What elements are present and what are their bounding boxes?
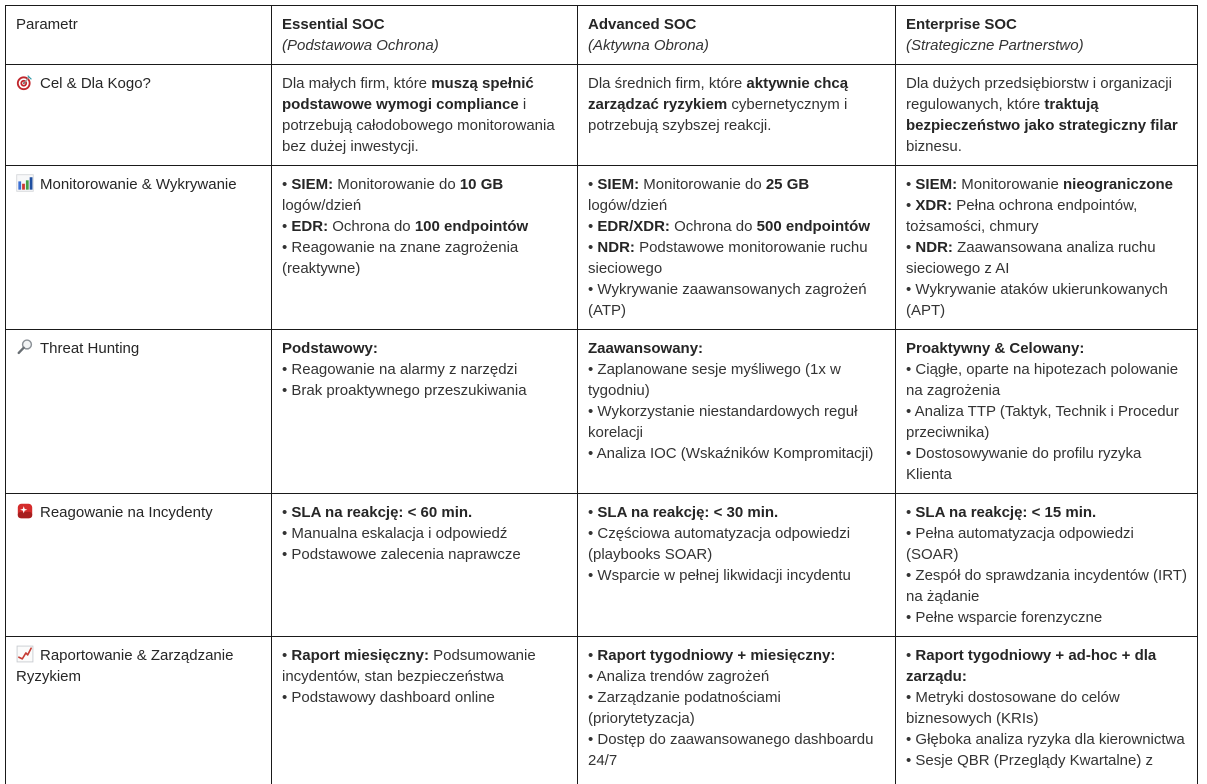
header-cell-parametr — [6, 6, 272, 65]
header-cell-advanced-soc — [578, 6, 896, 65]
cell-line: • Reagowanie na alarmy z narzędzi — [282, 361, 518, 378]
cell-line: • Pełne wsparcie forenzyczne — [906, 609, 1103, 626]
table-cell — [578, 65, 896, 166]
cell-line: • XDR: Pełna ochrona endpointów, tożsamości, chmury — [906, 197, 1138, 235]
table-cell — [896, 65, 1198, 166]
cell-line: Podstawowy: — [282, 340, 378, 357]
column-header-subtitle: (Aktywna Obrona) — [588, 37, 709, 54]
cell-line: Dla dużych przedsiębiorstw i organizacji regulowanych, które traktują bezpieczeństwo jako strategiczny filar biznesu. — [906, 75, 1178, 155]
cell-line: • Analiza TTP (Taktyk, Technik i Procedur przeciwnika) — [906, 403, 1179, 441]
cell-line: • NDR: Zaawansowana analiza ruchu sieciowego z AI — [906, 239, 1156, 277]
cell-line: • Głęboka analiza ryzyka dla kierownictwa — [906, 731, 1185, 748]
table-header-row — [6, 6, 1198, 65]
cell-line: • Sesje QBR (Przeglądy Kwartalne) z — [906, 752, 1154, 769]
row-label: Cel & Dla Kogo? — [40, 75, 151, 92]
header-cell-essential-soc — [272, 6, 578, 65]
table-row — [6, 330, 1198, 494]
cell-line: Dla średnich firm, które aktywnie chcą zarządzać ryzykiem cybernetycznym i potrzebują szybszej reakcji. — [588, 75, 849, 134]
row-label: Reagowanie na Incydenty — [40, 504, 213, 521]
cell-line: • Zarządzanie podatnościami (priorytetyzacja) — [588, 689, 781, 727]
column-header-label: Essential SOC — [282, 16, 385, 33]
row-label-cell — [6, 330, 272, 494]
cell-line: • Raport tygodniowy + miesięczny: — [588, 647, 836, 664]
cell-line: Dla małych firm, które muszą spełnić podstawowe wymogi compliance i potrzebują całodobowego monitorowania bez dużej inwestycji. — [282, 75, 555, 155]
cell-line: • Wykrywanie ataków ukierunkowanych (APT) — [906, 281, 1168, 319]
row-label-cell — [6, 637, 272, 784]
cell-line: Zaawansowany: — [588, 340, 704, 357]
soc-comparison-table — [5, 5, 1198, 784]
table-row — [6, 637, 1198, 784]
table-row — [6, 494, 1198, 637]
cell-line: • Wykorzystanie niestandardowych reguł korelacji — [588, 403, 858, 441]
table-cell — [272, 637, 578, 784]
table-cell — [896, 330, 1198, 494]
cell-line: • Wykrywanie zaawansowanych zagrożeń (ATP) — [588, 281, 867, 319]
column-header-label: Enterprise SOC — [906, 16, 1017, 33]
table-cell — [272, 65, 578, 166]
column-header-label: Advanced SOC — [588, 16, 697, 33]
table-row — [6, 166, 1198, 330]
table-cell — [272, 330, 578, 494]
cell-line: • SLA na reakcję: < 30 min. — [588, 504, 779, 521]
cell-line: • Manualna eskalacja i odpowiedź — [282, 525, 508, 542]
cell-line: • SIEM: Monitorowanie nieograniczone — [906, 176, 1174, 193]
cell-line: • Podstawowy dashboard online — [282, 689, 495, 706]
cell-line: • Wsparcie w pełnej likwidacji incydentu — [588, 567, 851, 584]
chart-increasing-icon — [16, 645, 34, 663]
cell-line: • Pełna automatyzacja odpowiedzi (SOAR) — [906, 525, 1134, 563]
table-cell — [896, 494, 1198, 637]
table-cell — [896, 637, 1198, 784]
table-cell — [578, 330, 896, 494]
row-label: Threat Hunting — [40, 340, 140, 357]
column-header-label: Parametr — [16, 16, 78, 33]
cell-line: • Raport tygodniowy + ad-hoc + dla zarządu: — [906, 647, 1157, 685]
cell-line: • Brak proaktywnego przeszukiwania — [282, 382, 527, 399]
cell-line: • Reagowanie na znane zagrożenia (reaktywne) — [282, 239, 519, 277]
cell-line: • Analiza IOC (Wskaźników Kompromitacji) — [588, 445, 874, 462]
magnifier-icon — [16, 338, 34, 356]
cell-line: • Analiza trendów zagrożeń — [588, 668, 770, 685]
cell-line: • SIEM: Monitorowanie do 10 GB logów/dzień — [282, 176, 504, 214]
column-header-subtitle: (Strategiczne Partnerstwo) — [906, 37, 1084, 54]
table-cell — [896, 166, 1198, 330]
cell-line: • Zaplanowane sesje myśliwego (1x w tygodniu) — [588, 361, 841, 399]
cell-line: • Dostęp do zaawansowanego dashboardu 24/7 — [588, 731, 874, 769]
cell-line: • Podstawowe zalecenia naprawcze — [282, 546, 521, 563]
table-cell — [272, 166, 578, 330]
cell-line: Proaktywny & Celowany: — [906, 340, 1085, 357]
cell-line: • Metryki dostosowane do celów biznesowych (KRIs) — [906, 689, 1120, 727]
table-cell — [578, 166, 896, 330]
row-label: Raportowanie & Zarządzanie Ryzykiem — [16, 647, 234, 685]
cell-line: • Raport miesięczny: Podsumowanie incydentów, stan bezpieczeństwa — [282, 647, 536, 685]
row-label-cell — [6, 494, 272, 637]
cell-line: • NDR: Podstawowe monitorowanie ruchu sieciowego — [588, 239, 868, 277]
cell-line: • Zespół do sprawdzania incydentów (IRT) na żądanie — [906, 567, 1187, 605]
header-cell-enterprise-soc — [896, 6, 1198, 65]
row-label-cell — [6, 65, 272, 166]
cell-line: • EDR/XDR: Ochrona do 500 endpointów — [588, 218, 870, 235]
column-header-subtitle: (Podstawowa Ochrona) — [282, 37, 439, 54]
row-label: Monitorowanie & Wykrywanie — [40, 176, 237, 193]
cell-line: • Ciągłe, oparte na hipotezach polowanie na zagrożenia — [906, 361, 1179, 399]
cell-line: • EDR: Ochrona do 100 endpointów — [282, 218, 529, 235]
cell-line: • Dostosowywanie do profilu ryzyka Klienta — [906, 445, 1142, 483]
table-body — [6, 65, 1198, 784]
cell-line: • SLA na reakcję: < 15 min. — [906, 504, 1097, 521]
cell-line: • Częściowa automatyzacja odpowiedzi (playbooks SOAR) — [588, 525, 851, 563]
table-row — [6, 65, 1198, 166]
siren-icon — [16, 502, 34, 520]
target-icon — [16, 73, 34, 91]
row-label-cell — [6, 166, 272, 330]
table-cell — [578, 637, 896, 784]
cell-line: • SIEM: Monitorowanie do 25 GB logów/dzień — [588, 176, 810, 214]
bar-chart-icon — [16, 174, 34, 192]
table-cell — [578, 494, 896, 637]
table-cell — [272, 494, 578, 637]
cell-line: • SLA na reakcję: < 60 min. — [282, 504, 473, 521]
